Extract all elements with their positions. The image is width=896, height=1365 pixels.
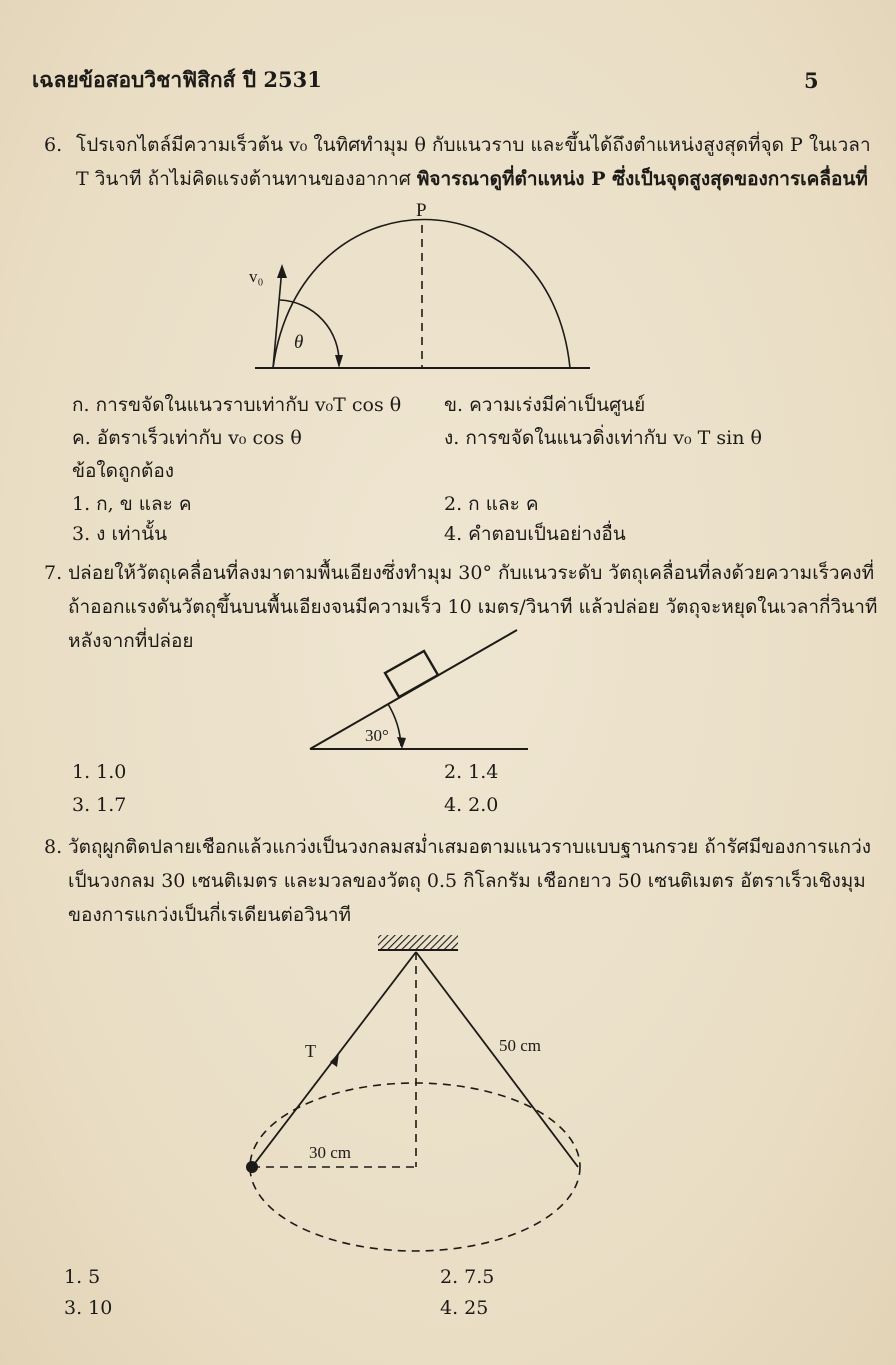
q7-text-line2: ถ้าออกแรงดันวัตถุขึ้นบนพื้นเอียงจนมีความเร็ว 10 เมตร/วินาที แล้วปล่อย วัตถุจะหยุดในเวลากี่วินาที bbox=[68, 596, 878, 618]
q8-string-right bbox=[416, 952, 578, 1167]
q6-label-v0: v₀ bbox=[249, 267, 264, 286]
q7-choice-2: 2. 1.4 bbox=[444, 761, 499, 783]
page-number: 5 bbox=[804, 68, 819, 93]
q6-statement-d: ง. การขจัดในแนวดิ่งเท่ากับ v₀ T sin θ bbox=[444, 427, 762, 449]
q8-text-line1: วัตถุผูกติดปลายเชือกแล้วแกว่งเป็นวงกลมสม่ำเสมอตามแนวราบแบบฐานกรวย ถ้ารัศมีของการแกว่ง bbox=[68, 836, 872, 858]
q6-choice-4: 4. คำตอบเป็นอย่างอื่น bbox=[444, 523, 626, 545]
q8-label-radius: 30 cm bbox=[309, 1143, 352, 1162]
q8-choice-4: 4. 25 bbox=[440, 1297, 489, 1319]
q6-text-bold: พิจารณาดูที่ตำแหน่ง P ซึ่งเป็นจุดสูงสุดของการเคลื่อนที่ bbox=[416, 168, 868, 190]
q6-choice-1: 1. ก, ข และ ค bbox=[72, 493, 192, 515]
q7-number: 7. bbox=[44, 562, 63, 584]
q7-choice-3: 3. 1.7 bbox=[72, 794, 127, 816]
q8-choice-3: 3. 10 bbox=[64, 1297, 113, 1319]
q7-choice-4: 4. 2.0 bbox=[444, 794, 499, 816]
q8-choice-2: 2. 7.5 bbox=[440, 1266, 495, 1288]
q6-number: 6. bbox=[44, 134, 63, 156]
q8-ceiling-support bbox=[378, 935, 458, 950]
q8-tension-arrowhead bbox=[330, 1053, 339, 1067]
q6-choice-2: 2. ก และ ค bbox=[444, 493, 539, 515]
q7-text-line3: หลังจากที่ปล่อย bbox=[68, 630, 194, 652]
q7-angle-label: 30° bbox=[365, 726, 389, 745]
q6-text-line2: T วินาที ถ้าไม่คิดแรงต้านทานของอากาศ พิจารณาดูที่ตำแหน่ง P ซึ่งเป็นจุดสูงสุดของการเคลื่อนที่ bbox=[76, 168, 868, 190]
q8-mass-bob bbox=[246, 1161, 258, 1173]
q8-text-line3: ของการแกว่งเป็นกี่เรเดียนต่อวินาที bbox=[68, 904, 352, 926]
page-header-title: เฉลยข้อสอบวิชาฟิสิกส์ ปี 2531 bbox=[32, 67, 322, 92]
q8-text-line2: เป็นวงกลม 30 เซนติเมตร และมวลของวัตถุ 0.5 กิโลกรัม เชือกยาว 50 เซนติเมตร อัตราเร็วเชิงมุม bbox=[68, 870, 866, 892]
q6-statement-c: ค. อัตราเร็วเท่ากับ v₀ cos θ bbox=[72, 427, 302, 449]
q6-label-theta: θ bbox=[294, 332, 304, 353]
q8-label-string-length: 50 cm bbox=[499, 1036, 542, 1055]
q7-text-line1: ปล่อยให้วัตถุเคลื่อนที่ลงมาตามพื้นเอียงซึ่งทำมุม 30° กับแนวระดับ วัตถุเคลื่อนที่ลงด้วยความเร็วคงที่ bbox=[68, 562, 875, 584]
q6-text-line1: โปรเจกไตล์มีความเร็วต้น v₀ ในทิศทำมุม θ กับแนวราบ และขึ้นได้ถึงตำแหน่งสูงสุดที่จุด P ในเวลา bbox=[76, 134, 871, 156]
q8-number: 8. bbox=[44, 836, 63, 858]
q8-choice-1: 1. 5 bbox=[64, 1266, 101, 1288]
q6-statement-b: ข. ความเร่งมีค่าเป็นศูนย์ bbox=[444, 394, 646, 416]
q6-prompt: ข้อใดถูกต้อง bbox=[72, 460, 175, 482]
q6-choice-3: 3. ง เท่านั้น bbox=[72, 523, 168, 545]
q8-label-t: T bbox=[305, 1041, 316, 1061]
q6-label-p: P bbox=[416, 200, 427, 221]
q6-statement-a: ก. การขจัดในแนวราบเท่ากับ v₀T cos θ bbox=[72, 394, 402, 416]
q7-choice-1: 1. 1.0 bbox=[72, 761, 127, 783]
